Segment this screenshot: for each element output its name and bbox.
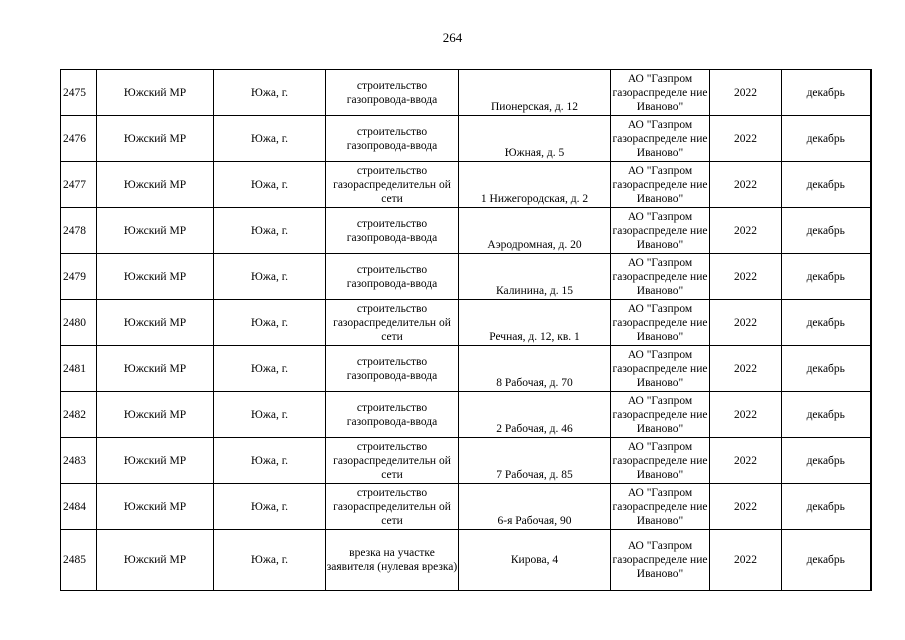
address-cell: 1 Нижегородская, д. 2	[459, 162, 611, 208]
works-table	[60, 69, 872, 591]
town-cell: Южа, г.	[214, 208, 326, 254]
organization-cell: АО "Газпром газораспределе ние Иваново"	[611, 208, 710, 254]
town-cell: Южа, г.	[214, 116, 326, 162]
district-cell: Южский МР	[97, 530, 214, 591]
year-cell: 2022	[710, 346, 782, 392]
month-cell: декабрь	[782, 208, 871, 254]
district-cell: Южский МР	[97, 484, 214, 530]
table-row	[61, 392, 871, 438]
district-cell: Южский МР	[97, 346, 214, 392]
table-row	[61, 484, 871, 530]
address-cell: 2 Рабочая, д. 46	[459, 392, 611, 438]
month-cell: декабрь	[782, 484, 871, 530]
work-type-cell: строительство газопровода-ввода	[326, 70, 459, 116]
table-row	[61, 162, 871, 208]
table-row	[61, 116, 871, 162]
district-cell: Южский МР	[97, 70, 214, 116]
address-cell: 6-я Рабочая, 90	[459, 484, 611, 530]
work-type-cell: строительство газопровода-ввода	[326, 254, 459, 300]
work-type-cell: строительство газораспределительн ой сети	[326, 484, 459, 530]
organization-cell: АО "Газпром газораспределе ние Иваново"	[611, 254, 710, 300]
address-cell: Пионерская, д. 12	[459, 70, 611, 116]
year-cell: 2022	[710, 392, 782, 438]
month-cell: декабрь	[782, 116, 871, 162]
town-cell: Южа, г.	[214, 530, 326, 591]
row-number: 2480	[61, 300, 97, 346]
work-type-cell: строительство газопровода-ввода	[326, 346, 459, 392]
organization-cell: АО "Газпром газораспределе ние Иваново"	[611, 300, 710, 346]
address-cell: Кирова, 4	[459, 530, 611, 591]
month-cell: декабрь	[782, 70, 871, 116]
row-number: 2483	[61, 438, 97, 484]
organization-cell: АО "Газпром газораспределе ние Иваново"	[611, 530, 710, 591]
work-type-cell: строительство газопровода-ввода	[326, 208, 459, 254]
address-cell: Южная, д. 5	[459, 116, 611, 162]
year-cell: 2022	[710, 70, 782, 116]
town-cell: Южа, г.	[214, 484, 326, 530]
table-row	[61, 254, 871, 300]
row-number: 2479	[61, 254, 97, 300]
town-cell: Южа, г.	[214, 300, 326, 346]
work-type-cell: врезка на участке заявителя (нулевая врезка)	[326, 530, 459, 591]
year-cell: 2022	[710, 530, 782, 591]
month-cell: декабрь	[782, 300, 871, 346]
table-row	[61, 530, 871, 591]
work-type-cell: строительство газопровода-ввода	[326, 116, 459, 162]
table-row	[61, 346, 871, 392]
month-cell: декабрь	[782, 254, 871, 300]
page-number: 264	[442, 30, 463, 45]
month-cell: декабрь	[782, 438, 871, 484]
town-cell: Южа, г.	[214, 162, 326, 208]
organization-cell: АО "Газпром газораспределе ние Иваново"	[611, 346, 710, 392]
address-cell: Речная, д. 12, кв. 1	[459, 300, 611, 346]
row-number: 2485	[61, 530, 97, 591]
year-cell: 2022	[710, 162, 782, 208]
address-cell: Калинина, д. 15	[459, 254, 611, 300]
work-type-cell: строительство газораспределительн ой сети	[326, 438, 459, 484]
district-cell: Южский МР	[97, 300, 214, 346]
district-cell: Южский МР	[97, 208, 214, 254]
district-cell: Южский МР	[97, 438, 214, 484]
address-cell: 7 Рабочая, д. 85	[459, 438, 611, 484]
address-cell: 8 Рабочая, д. 70	[459, 346, 611, 392]
work-type-cell: строительство газораспределительн ой сети	[326, 300, 459, 346]
row-number: 2482	[61, 392, 97, 438]
year-cell: 2022	[710, 254, 782, 300]
organization-cell: АО "Газпром газораспределе ние Иваново"	[611, 392, 710, 438]
month-cell: декабрь	[782, 530, 871, 591]
row-number: 2475	[61, 70, 97, 116]
town-cell: Южа, г.	[214, 346, 326, 392]
district-cell: Южский МР	[97, 162, 214, 208]
organization-cell: АО "Газпром газораспределе ние Иваново"	[611, 70, 710, 116]
year-cell: 2022	[710, 300, 782, 346]
organization-cell: АО "Газпром газораспределе ние Иваново"	[611, 116, 710, 162]
table-row	[61, 300, 871, 346]
town-cell: Южа, г.	[214, 254, 326, 300]
address-cell: Аэродромная, д. 20	[459, 208, 611, 254]
table-row	[61, 438, 871, 484]
town-cell: Южа, г.	[214, 392, 326, 438]
month-cell: декабрь	[782, 162, 871, 208]
row-number: 2481	[61, 346, 97, 392]
town-cell: Южа, г.	[214, 70, 326, 116]
row-number: 2476	[61, 116, 97, 162]
work-type-cell: строительство газораспределительн ой сети	[326, 162, 459, 208]
row-number: 2478	[61, 208, 97, 254]
organization-cell: АО "Газпром газораспределе ние Иваново"	[611, 438, 710, 484]
table-row	[61, 208, 871, 254]
district-cell: Южский МР	[97, 392, 214, 438]
work-type-cell: строительство газопровода-ввода	[326, 392, 459, 438]
district-cell: Южский МР	[97, 116, 214, 162]
organization-cell: АО "Газпром газораспределе ние Иваново"	[611, 162, 710, 208]
year-cell: 2022	[710, 116, 782, 162]
row-number: 2477	[61, 162, 97, 208]
year-cell: 2022	[710, 438, 782, 484]
month-cell: декабрь	[782, 392, 871, 438]
organization-cell: АО "Газпром газораспределе ние Иваново"	[611, 484, 710, 530]
district-cell: Южский МР	[97, 254, 214, 300]
month-cell: декабрь	[782, 346, 871, 392]
year-cell: 2022	[710, 208, 782, 254]
town-cell: Южа, г.	[214, 438, 326, 484]
year-cell: 2022	[710, 484, 782, 530]
table-row	[61, 70, 871, 116]
row-number: 2484	[61, 484, 97, 530]
